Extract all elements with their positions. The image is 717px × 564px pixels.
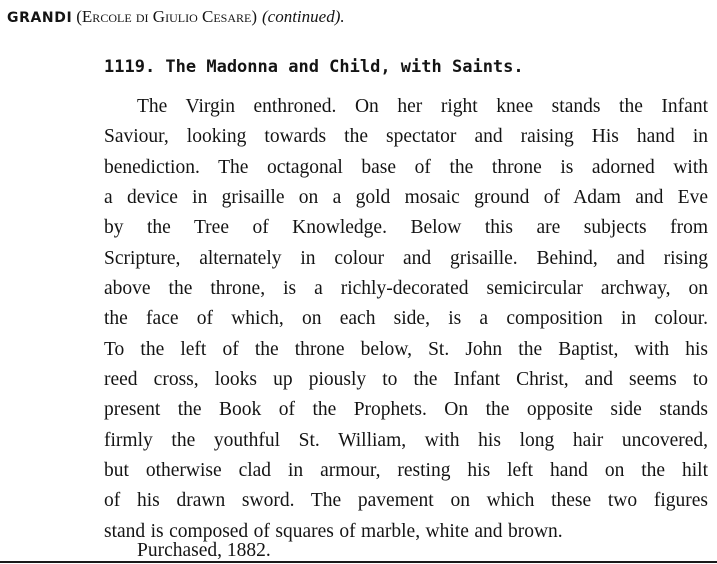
provenance-note: Purchased, 1882. [137, 540, 271, 561]
description-line: but otherwise clad in armour, resting his left hand on the hilt [104, 460, 708, 482]
description-line: benediction. The octagonal base of the throne is adorned with [104, 156, 708, 178]
description-line: Saviour, looking towards the spectator and raising His hand in [104, 126, 708, 148]
description-line: Scripture, alternately in colour and grisaille. Behind, and rising [104, 247, 708, 269]
description-line: a device in grisaille on a gold mosaic ground of Adam and Eve [104, 187, 708, 209]
page-bottom-rule [0, 561, 717, 563]
artist-name: GRANDI [7, 10, 73, 26]
continued-note: (continued). [262, 7, 345, 26]
artist-full-name: (Ercole di Giulio Cesare) [76, 7, 257, 26]
description-line: stand is composed of squares of marble, white and brown. [104, 520, 563, 542]
running-head [7, 6, 345, 29]
entry-description [104, 92, 708, 547]
description-line: above the throne, is a richly-decorated semicircular archway, on [104, 278, 708, 300]
description-line: present the Book of the Prophets. On the opposite side stands [104, 399, 708, 421]
description-line: The Virgin enthroned. On her right knee stands the Infant [137, 96, 708, 117]
description-line: To the left of the throne below, St. John the Baptist, with his [104, 338, 708, 360]
description-line: the face of which, on each side, is a composition in colour. [104, 308, 708, 330]
description-line: firmly the youthful St. William, with his long hair uncovered, [104, 429, 708, 451]
entry-heading: 1119. The Madonna and Child, with Saints. [104, 57, 524, 77]
description-line: of his drawn sword. The pavement on which these two figures [104, 490, 708, 512]
description-line: reed cross, looks up piously to the Infant Christ, and seems to [104, 369, 708, 391]
description-line: by the Tree of Knowledge. Below this are subjects from [104, 217, 708, 239]
